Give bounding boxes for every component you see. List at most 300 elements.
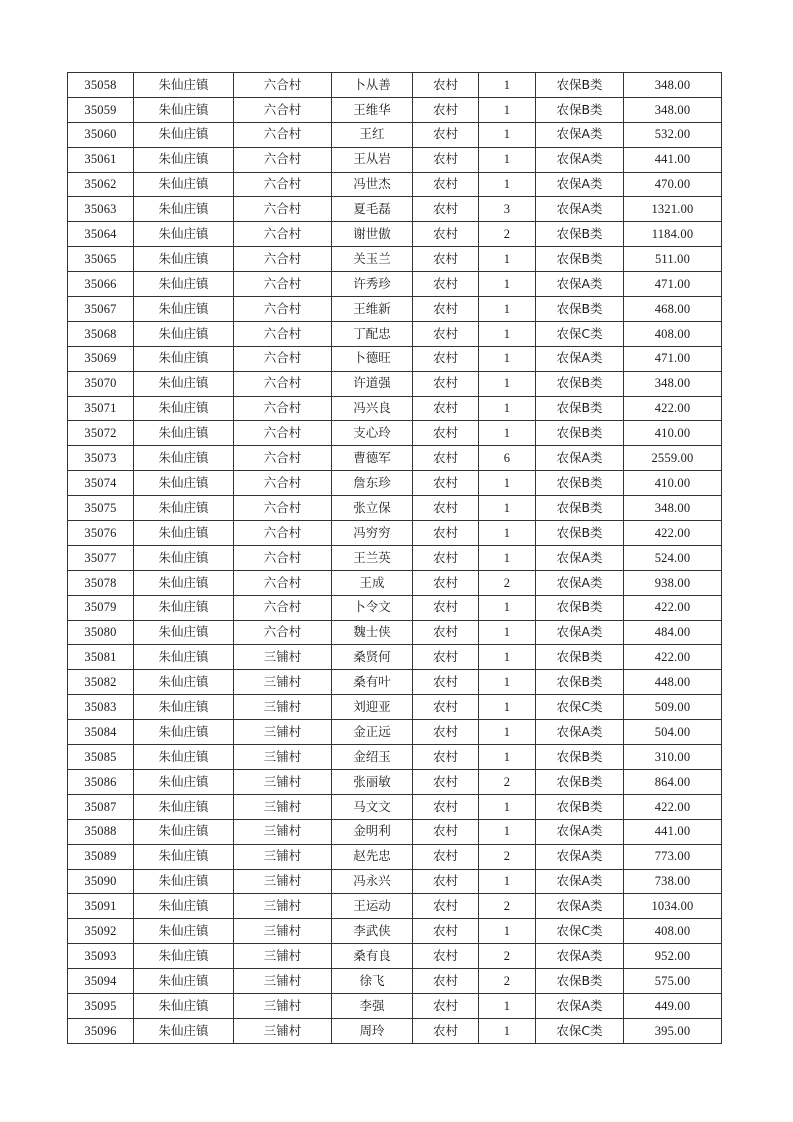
cell-amount: 310.00 [624,745,722,770]
cell-amount: 422.00 [624,645,722,670]
cell-insurance-category: 农保B类 [536,521,624,546]
cell-name: 王红 [332,122,413,147]
cell-amount: 408.00 [624,321,722,346]
cell-area-type: 农村 [413,919,479,944]
cell-household-count: 1 [479,670,536,695]
cell-household-count: 1 [479,695,536,720]
cell-town: 朱仙庄镇 [134,545,234,570]
cell-town: 朱仙庄镇 [134,446,234,471]
cell-insurance-category: 农保B类 [536,297,624,322]
table-row [68,147,722,172]
cell-serial-number: 35082 [68,670,134,695]
cell-household-count: 1 [479,794,536,819]
cell-serial-number: 35085 [68,745,134,770]
cell-area-type: 农村 [413,247,479,272]
cell-area-type: 农村 [413,894,479,919]
cell-household-count: 1 [479,993,536,1018]
cell-name: 丁配忠 [332,321,413,346]
cell-amount: 348.00 [624,73,722,98]
cell-household-count: 1 [479,147,536,172]
cell-insurance-category: 农保B类 [536,670,624,695]
cell-town: 朱仙庄镇 [134,819,234,844]
cell-serial-number: 35062 [68,172,134,197]
cell-village: 三铺村 [234,919,332,944]
cell-insurance-category: 农保B类 [536,769,624,794]
cell-town: 朱仙庄镇 [134,869,234,894]
cell-area-type: 农村 [413,147,479,172]
cell-household-count: 1 [479,720,536,745]
cell-household-count: 1 [479,371,536,396]
cell-amount: 470.00 [624,172,722,197]
table-row [68,869,722,894]
cell-amount: 1034.00 [624,894,722,919]
cell-insurance-category: 农保A类 [536,570,624,595]
cell-serial-number: 35094 [68,969,134,994]
cell-area-type: 农村 [413,545,479,570]
cell-name: 徐飞 [332,969,413,994]
cell-serial-number: 35068 [68,321,134,346]
cell-name: 谢世傲 [332,222,413,247]
cell-insurance-category: 农保A类 [536,545,624,570]
cell-village: 六合村 [234,471,332,496]
table-row [68,595,722,620]
cell-town: 朱仙庄镇 [134,794,234,819]
cell-name: 冯世杰 [332,172,413,197]
table-row [68,969,722,994]
table-row [68,521,722,546]
cell-village: 六合村 [234,346,332,371]
cell-household-count: 1 [479,1018,536,1043]
table-row [68,769,722,794]
cell-village: 六合村 [234,396,332,421]
cell-area-type: 农村 [413,670,479,695]
table-row [68,122,722,147]
cell-name: 王从岩 [332,147,413,172]
cell-village: 六合村 [234,172,332,197]
cell-village: 三铺村 [234,844,332,869]
cell-area-type: 农村 [413,695,479,720]
cell-town: 朱仙庄镇 [134,346,234,371]
cell-household-count: 1 [479,172,536,197]
cell-village: 三铺村 [234,1018,332,1043]
cell-household-count: 1 [479,869,536,894]
table-row [68,695,722,720]
cell-name: 支心玲 [332,421,413,446]
cell-serial-number: 35096 [68,1018,134,1043]
cell-household-count: 1 [479,272,536,297]
cell-serial-number: 35084 [68,720,134,745]
cell-insurance-category: 农保B类 [536,222,624,247]
cell-insurance-category: 农保B类 [536,595,624,620]
cell-insurance-category: 农保C类 [536,321,624,346]
table-row [68,545,722,570]
cell-area-type: 农村 [413,720,479,745]
cell-name: 周玲 [332,1018,413,1043]
cell-name: 冯兴良 [332,396,413,421]
cell-serial-number: 35066 [68,272,134,297]
cell-town: 朱仙庄镇 [134,421,234,446]
cell-household-count: 1 [479,396,536,421]
cell-insurance-category: 农保A类 [536,720,624,745]
cell-serial-number: 35081 [68,645,134,670]
cell-household-count: 1 [479,819,536,844]
cell-serial-number: 35061 [68,147,134,172]
cell-name: 王维新 [332,297,413,322]
cell-amount: 441.00 [624,147,722,172]
cell-amount: 938.00 [624,570,722,595]
cell-town: 朱仙庄镇 [134,720,234,745]
cell-town: 朱仙庄镇 [134,620,234,645]
table-row [68,670,722,695]
cell-insurance-category: 农保A类 [536,869,624,894]
cell-serial-number: 35074 [68,471,134,496]
cell-area-type: 农村 [413,272,479,297]
cell-name: 桑有良 [332,944,413,969]
cell-name: 冯穷穷 [332,521,413,546]
cell-insurance-category: 农保B类 [536,396,624,421]
cell-serial-number: 35070 [68,371,134,396]
cell-town: 朱仙庄镇 [134,222,234,247]
table-row [68,421,722,446]
cell-town: 朱仙庄镇 [134,1018,234,1043]
cell-household-count: 1 [479,545,536,570]
cell-insurance-category: 农保A类 [536,346,624,371]
cell-village: 三铺村 [234,769,332,794]
cell-village: 三铺村 [234,819,332,844]
cell-village: 六合村 [234,446,332,471]
cell-insurance-category: 农保B类 [536,969,624,994]
cell-household-count: 2 [479,222,536,247]
table-row [68,496,722,521]
table-row [68,346,722,371]
cell-household-count: 2 [479,894,536,919]
cell-amount: 532.00 [624,122,722,147]
table-row [68,73,722,98]
cell-village: 三铺村 [234,969,332,994]
cell-town: 朱仙庄镇 [134,645,234,670]
cell-village: 六合村 [234,122,332,147]
cell-amount: 509.00 [624,695,722,720]
cell-name: 卜从善 [332,73,413,98]
table-row [68,97,722,122]
cell-town: 朱仙庄镇 [134,197,234,222]
cell-town: 朱仙庄镇 [134,496,234,521]
cell-amount: 952.00 [624,944,722,969]
cell-insurance-category: 农保B类 [536,794,624,819]
cell-village: 六合村 [234,297,332,322]
cell-amount: 422.00 [624,794,722,819]
cell-amount: 441.00 [624,819,722,844]
cell-household-count: 1 [479,645,536,670]
cell-amount: 1184.00 [624,222,722,247]
cell-amount: 408.00 [624,919,722,944]
table-row [68,396,722,421]
cell-household-count: 3 [479,197,536,222]
cell-amount: 448.00 [624,670,722,695]
cell-amount: 484.00 [624,620,722,645]
table-row [68,272,722,297]
cell-village: 六合村 [234,222,332,247]
cell-village: 三铺村 [234,869,332,894]
cell-serial-number: 35089 [68,844,134,869]
cell-name: 桑有叶 [332,670,413,695]
cell-amount: 395.00 [624,1018,722,1043]
cell-name: 马文文 [332,794,413,819]
cell-area-type: 农村 [413,371,479,396]
cell-village: 三铺村 [234,695,332,720]
cell-village: 三铺村 [234,720,332,745]
cell-town: 朱仙庄镇 [134,521,234,546]
cell-household-count: 1 [479,321,536,346]
cell-insurance-category: 农保A类 [536,147,624,172]
cell-area-type: 农村 [413,993,479,1018]
cell-serial-number: 35079 [68,595,134,620]
cell-amount: 468.00 [624,297,722,322]
table-row [68,321,722,346]
cell-town: 朱仙庄镇 [134,321,234,346]
cell-household-count: 2 [479,969,536,994]
cell-town: 朱仙庄镇 [134,670,234,695]
cell-area-type: 农村 [413,944,479,969]
cell-household-count: 1 [479,247,536,272]
cell-insurance-category: 农保C类 [536,695,624,720]
cell-serial-number: 35080 [68,620,134,645]
table-row [68,371,722,396]
cell-serial-number: 35073 [68,446,134,471]
cell-town: 朱仙庄镇 [134,993,234,1018]
cell-household-count: 1 [479,496,536,521]
cell-insurance-category: 农保B类 [536,97,624,122]
cell-name: 赵先忠 [332,844,413,869]
cell-name: 曹德军 [332,446,413,471]
cell-town: 朱仙庄镇 [134,371,234,396]
cell-insurance-category: 农保A类 [536,894,624,919]
cell-amount: 422.00 [624,595,722,620]
cell-area-type: 农村 [413,844,479,869]
cell-town: 朱仙庄镇 [134,396,234,421]
cell-insurance-category: 农保A类 [536,446,624,471]
cell-household-count: 1 [479,620,536,645]
cell-town: 朱仙庄镇 [134,97,234,122]
cell-area-type: 农村 [413,869,479,894]
cell-amount: 511.00 [624,247,722,272]
cell-area-type: 农村 [413,172,479,197]
cell-name: 冯永兴 [332,869,413,894]
cell-serial-number: 35093 [68,944,134,969]
cell-name: 金正远 [332,720,413,745]
cell-insurance-category: 农保B类 [536,73,624,98]
cell-name: 王运动 [332,894,413,919]
cell-area-type: 农村 [413,496,479,521]
table-row [68,570,722,595]
cell-insurance-category: 农保C类 [536,919,624,944]
cell-town: 朱仙庄镇 [134,745,234,770]
cell-amount: 575.00 [624,969,722,994]
cell-household-count: 1 [479,421,536,446]
cell-area-type: 农村 [413,197,479,222]
cell-insurance-category: 农保A类 [536,172,624,197]
cell-area-type: 农村 [413,794,479,819]
cell-name: 王成 [332,570,413,595]
cell-town: 朱仙庄镇 [134,695,234,720]
cell-area-type: 农村 [413,297,479,322]
cell-household-count: 1 [479,521,536,546]
cell-amount: 773.00 [624,844,722,869]
cell-name: 刘迎亚 [332,695,413,720]
cell-serial-number: 35065 [68,247,134,272]
cell-insurance-category: 农保B类 [536,471,624,496]
cell-serial-number: 35067 [68,297,134,322]
cell-town: 朱仙庄镇 [134,570,234,595]
cell-household-count: 2 [479,944,536,969]
cell-village: 六合村 [234,197,332,222]
cell-insurance-category: 农保A类 [536,272,624,297]
cell-household-count: 1 [479,346,536,371]
cell-amount: 348.00 [624,371,722,396]
cell-serial-number: 35058 [68,73,134,98]
cell-village: 六合村 [234,272,332,297]
cell-town: 朱仙庄镇 [134,969,234,994]
cell-insurance-category: 农保A类 [536,844,624,869]
cell-village: 三铺村 [234,745,332,770]
cell-village: 六合村 [234,147,332,172]
cell-insurance-category: 农保B类 [536,247,624,272]
table-row [68,819,722,844]
cell-name: 李强 [332,993,413,1018]
cell-serial-number: 35069 [68,346,134,371]
cell-serial-number: 35078 [68,570,134,595]
table-row [68,222,722,247]
table-row [68,720,722,745]
cell-area-type: 农村 [413,396,479,421]
table-row [68,1018,722,1043]
cell-name: 许秀珍 [332,272,413,297]
cell-serial-number: 35090 [68,869,134,894]
cell-village: 六合村 [234,421,332,446]
cell-name: 李武侠 [332,919,413,944]
cell-village: 六合村 [234,496,332,521]
cell-town: 朱仙庄镇 [134,172,234,197]
cell-amount: 348.00 [624,496,722,521]
cell-area-type: 农村 [413,595,479,620]
cell-area-type: 农村 [413,446,479,471]
table-row [68,993,722,1018]
cell-name: 夏毛磊 [332,197,413,222]
cell-name: 关玉兰 [332,247,413,272]
cell-amount: 471.00 [624,272,722,297]
cell-name: 张立保 [332,496,413,521]
cell-area-type: 农村 [413,97,479,122]
cell-household-count: 1 [479,97,536,122]
cell-insurance-category: 农保B类 [536,371,624,396]
cell-village: 三铺村 [234,670,332,695]
cell-amount: 348.00 [624,97,722,122]
cell-area-type: 农村 [413,620,479,645]
cell-household-count: 1 [479,297,536,322]
cell-insurance-category: 农保B类 [536,645,624,670]
cell-serial-number: 35060 [68,122,134,147]
cell-serial-number: 35091 [68,894,134,919]
cell-village: 六合村 [234,545,332,570]
cell-insurance-category: 农保A类 [536,197,624,222]
cell-town: 朱仙庄镇 [134,471,234,496]
cell-town: 朱仙庄镇 [134,122,234,147]
cell-area-type: 农村 [413,222,479,247]
cell-area-type: 农村 [413,421,479,446]
cell-serial-number: 35092 [68,919,134,944]
cell-area-type: 农村 [413,73,479,98]
table-row [68,620,722,645]
cell-amount: 738.00 [624,869,722,894]
cell-area-type: 农村 [413,769,479,794]
cell-serial-number: 35064 [68,222,134,247]
cell-village: 六合村 [234,521,332,546]
cell-serial-number: 35071 [68,396,134,421]
table-row [68,894,722,919]
cell-town: 朱仙庄镇 [134,247,234,272]
cell-town: 朱仙庄镇 [134,595,234,620]
cell-serial-number: 35063 [68,197,134,222]
cell-area-type: 农村 [413,471,479,496]
cell-household-count: 1 [479,73,536,98]
cell-village: 三铺村 [234,993,332,1018]
table-row [68,172,722,197]
cell-town: 朱仙庄镇 [134,894,234,919]
cell-village: 六合村 [234,620,332,645]
cell-serial-number: 35075 [68,496,134,521]
cell-household-count: 1 [479,745,536,770]
cell-insurance-category: 农保A类 [536,819,624,844]
cell-insurance-category: 农保B类 [536,745,624,770]
cell-village: 六合村 [234,570,332,595]
cell-area-type: 农村 [413,521,479,546]
cell-name: 金明利 [332,819,413,844]
table-row [68,745,722,770]
cell-town: 朱仙庄镇 [134,769,234,794]
cell-town: 朱仙庄镇 [134,944,234,969]
table-row [68,844,722,869]
cell-serial-number: 35077 [68,545,134,570]
cell-town: 朱仙庄镇 [134,919,234,944]
table-row [68,645,722,670]
cell-village: 六合村 [234,73,332,98]
cell-household-count: 6 [479,446,536,471]
cell-household-count: 2 [479,570,536,595]
cell-town: 朱仙庄镇 [134,147,234,172]
cell-name: 许道强 [332,371,413,396]
cell-name: 桑贤何 [332,645,413,670]
cell-area-type: 农村 [413,570,479,595]
table-row [68,197,722,222]
cell-insurance-category: 农保A类 [536,993,624,1018]
cell-amount: 864.00 [624,769,722,794]
cell-area-type: 农村 [413,321,479,346]
cell-amount: 1321.00 [624,197,722,222]
cell-amount: 410.00 [624,471,722,496]
cell-serial-number: 35087 [68,794,134,819]
table-row [68,446,722,471]
cell-amount: 449.00 [624,993,722,1018]
cell-household-count: 1 [479,595,536,620]
cell-name: 张丽敏 [332,769,413,794]
cell-amount: 410.00 [624,421,722,446]
cell-area-type: 农村 [413,969,479,994]
cell-area-type: 农村 [413,645,479,670]
table-row [68,297,722,322]
cell-insurance-category: 农保B类 [536,496,624,521]
cell-amount: 422.00 [624,396,722,421]
cell-town: 朱仙庄镇 [134,844,234,869]
